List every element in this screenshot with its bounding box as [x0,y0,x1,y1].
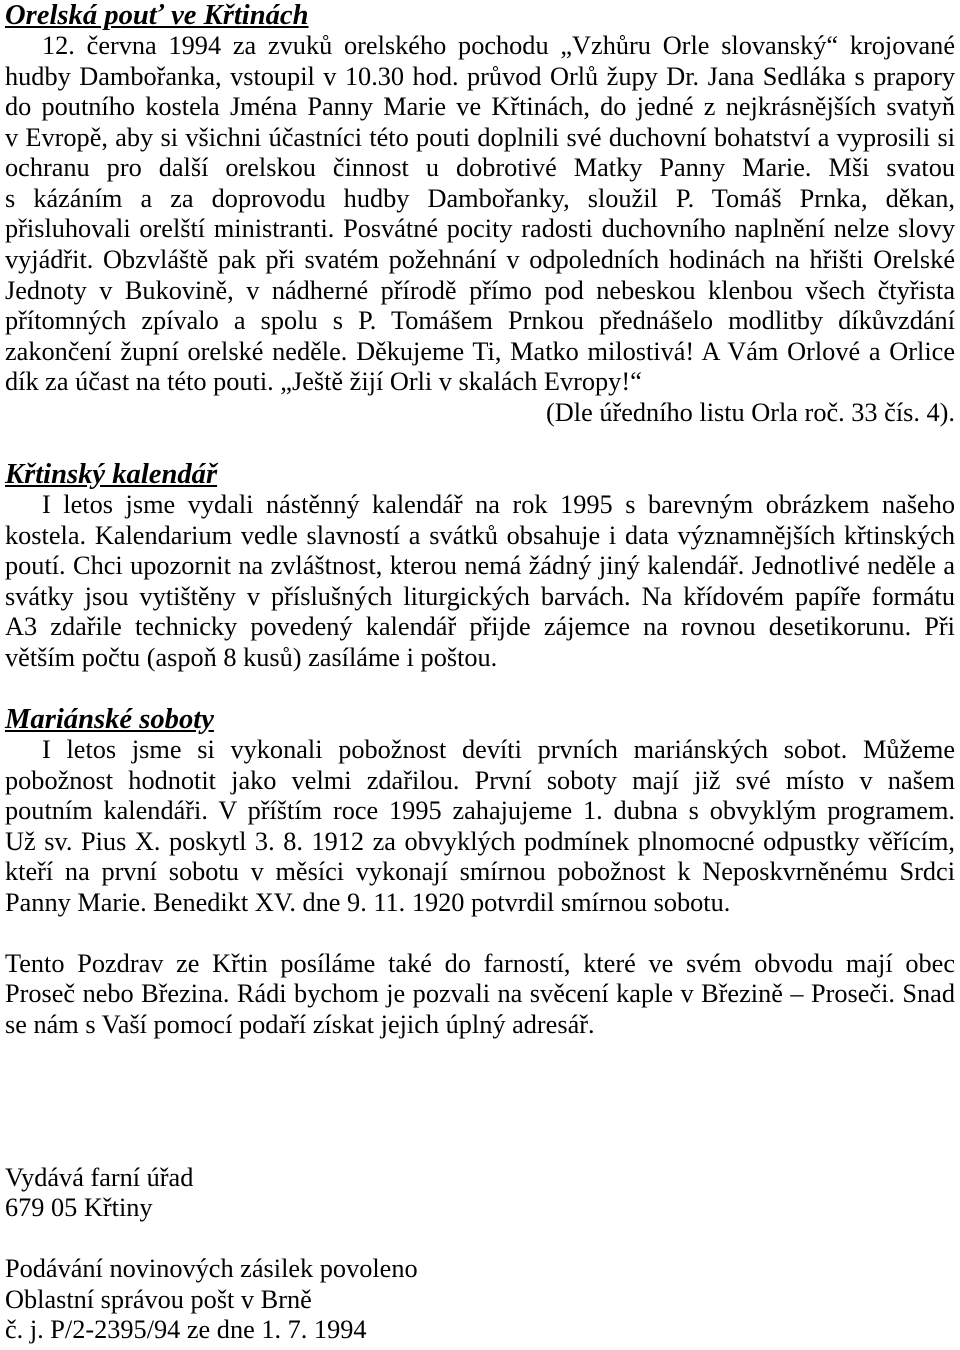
text-line: 12. června 1994 za zvuků orelského pochodu „Vzhůru Orle slovanský“ krojované [42,31,955,61]
text-line: Už sv. Pius X. poskytl 3. 8. 1912 za obvyklých podmínek plnomocné odpustky věřícím, [5,826,955,856]
postal-permit [5,1254,955,1346]
notice-body [5,949,955,1041]
text-line: Panny Marie. Benedikt XV. dne 9. 11. 1920 potvrdil smírnou sobotu. [5,887,731,917]
text-line: hudby Dambořanka, vstoupil v 10.30 hod. průvod Orlů župy Dr. Jana Sedláka s prapory [5,61,955,91]
article-heading: Orelská pouť ve Křtinách [5,0,309,31]
text-line: s kázáním a za doprovodu hudby Dambořanky, sloužil P. Tomáš Prnka, děkan, [5,183,955,213]
text-line: poutním kalendáři. V příštím roce 1995 zahajujeme 1. dubna s obvyklým programem. [5,796,955,826]
publisher-info [5,1163,955,1224]
postal-permit-line: Oblastní správou pošt v Brně [5,1284,312,1314]
article-body [5,31,955,398]
publisher-name: Vydává farní úřad [5,1162,194,1192]
text-line: větším počtu (aspoň 8 kusů) zasíláme i poštou. [5,642,498,672]
source-citation: (Dle úředního listu Orla roč. 33 čís. 4). [546,397,955,427]
text-line: I letos jsme vydali nástěnný kalendář na rok 1995 s barevným obrázkem našeho [42,490,955,520]
text-line: v Evropě, aby si všichni účastníci této pouti doplnili své duchovní bohatství a vyprosili si [5,122,955,152]
text-line: poutí. Chci upozornit na zvláštnost, kterou nemá žádný jiný kalendář. Jednotlivé neděle a [5,551,955,581]
notice-parishes [5,949,955,1041]
text-line: Jednoty v Bukovině, v nádherné přírodě přímo pod nebeskou klenbou všech čtyřista [5,275,955,305]
text-line: I letos jsme si vykonali pobožnost devíti prvních mariánských sobot. Můžeme [42,735,955,765]
text-line: zakončení župní orelské neděle. Děkujeme Ti, Matko milostivá! A Vám Orlové a Orlice [5,336,955,366]
publisher-address: 679 05 Křtiny [5,1193,153,1223]
article-orelska-pout [5,0,955,428]
article-body [5,490,955,673]
text-line: svátky jsou vytištěny v příslušných liturgických barvách. Na křídovém papíře formátu [5,581,955,611]
text-line: pobožnost hodnotit jako velmi zdařilou. První soboty mají již své místo v našem [5,765,955,795]
text-line: A3 zdařile technicky povedený kalendář přijde zájemce na rovnou desetikorunu. Při [5,612,955,642]
text-line: se nám s Vaší pomocí podaří získat jejich úplný adresář. [5,1010,595,1040]
article-heading: Mariánské soboty [5,703,214,735]
text-line: kostela. Kalendarium vedle slavností a svátků obsahuje i data významnějších křtinských [5,520,955,550]
article-krtinsky-kalendar [5,459,955,673]
text-line: Tento Pozdrav ze Křtin posíláme také do farností, které ve svém obvodu mají obec [5,948,955,978]
text-line: ochranu pro další orelskou činnost u dobrotivé Matky Panny Marie. Mši svatou [5,153,955,183]
text-line: přítomných zpívalo a spolu s P. Tomášem Prnkou přednášelo modlitby díkůvzdání [5,306,955,336]
text-line: přisluhovali orelští ministranti. Posvátné pocity radosti duchovního naplnění nelze slovy [5,214,955,244]
article-body [5,735,955,918]
article-heading: Křtinský kalendář [5,458,218,490]
article-marianske-soboty [5,704,955,918]
text-line: do poutního kostela Jména Panny Marie ve Křtinách, do jedné z nejkrásnějších svatyň [5,92,955,122]
postal-permit-reference: č. j. P/2-2395/94 ze dne 1. 7. 1994 [5,1315,367,1345]
text-line: Proseč nebo Březina. Rádi bychom je pozvali na svěcení kaple v Březině – Proseči. Snad [5,979,955,1009]
text-line: dík za účast na této pouti. „Ještě žijí Orli v skalách Evropy!“ [5,367,642,397]
text-line: kteří na první sobotu v měsíci vykonají smírnou pobožnost k Neposkvrněnému Srdci [5,857,955,887]
text-line: vyjádřit. Obzvláště pak při svatém požehnání v odpoledních hodinách na hřišti Orelské [5,245,955,275]
postal-permit-line: Podávání novinových zásilek povoleno [5,1254,418,1284]
